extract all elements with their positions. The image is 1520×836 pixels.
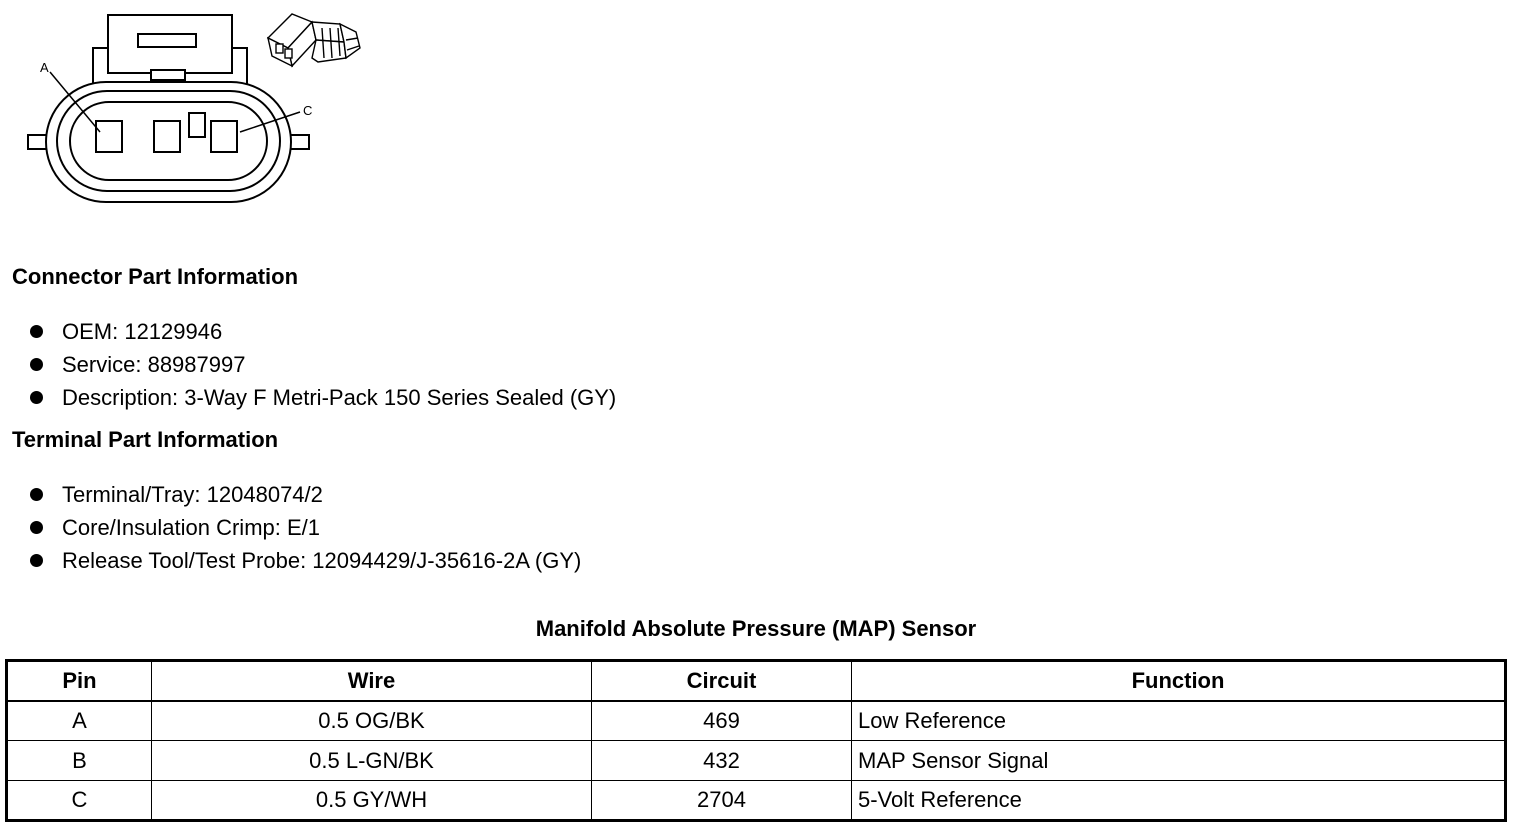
table-row — [7, 701, 1506, 741]
cell-pin: C — [7, 781, 152, 821]
header-function: Function — [852, 661, 1506, 701]
bullet-icon — [30, 391, 43, 404]
connector-part-heading: Connector Part Information — [12, 264, 299, 289]
header-circuit: Circuit — [592, 661, 852, 701]
header-pin: Pin — [7, 661, 152, 701]
cell-wire: 0.5 GY/WH — [152, 781, 592, 821]
pin-table-title: Manifold Absolute Pressure (MAP) Sensor — [535, 616, 977, 641]
list-item: Description: 3-Way F Metri-Pack 150 Series Sealed (GY) — [28, 381, 616, 414]
list-item: Release Tool/Test Probe: 12094429/J-35616-2A (GY) — [28, 544, 581, 577]
list-item: OEM: 12129946 — [28, 315, 616, 348]
list-item: Service: 88987997 — [28, 348, 616, 381]
bullet-icon — [30, 325, 43, 338]
pin-label-a: A — [40, 60, 49, 75]
cell-function: MAP Sensor Signal — [852, 741, 1506, 781]
bullet-icon — [30, 554, 43, 567]
bullet-icon — [30, 488, 43, 501]
list-item: Core/Insulation Crimp: E/1 — [28, 511, 581, 544]
table-header-row — [7, 661, 1506, 701]
pin-label-c: C — [303, 103, 313, 118]
cell-pin: A — [7, 701, 152, 741]
connector-latch-housing — [108, 15, 232, 73]
connector-diagram — [0, 0, 380, 215]
terminal-part-heading: Terminal Part Information — [12, 427, 279, 452]
table-row — [7, 781, 1506, 821]
header-wire: Wire — [152, 661, 592, 701]
bullet-icon — [30, 358, 43, 371]
cell-circuit: 469 — [592, 701, 852, 741]
pin-table — [5, 659, 1507, 822]
bullet-icon — [30, 521, 43, 534]
cell-pin: B — [7, 741, 152, 781]
cell-wire: 0.5 OG/BK — [152, 701, 592, 741]
cell-wire: 0.5 L-GN/BK — [152, 741, 592, 781]
terminal-part-list — [28, 478, 581, 577]
cell-circuit: 2704 — [592, 781, 852, 821]
cell-function: 5-Volt Reference — [852, 781, 1506, 821]
cell-function: Low Reference — [852, 701, 1506, 741]
cell-circuit: 432 — [592, 741, 852, 781]
table-row — [7, 741, 1506, 781]
connector-part-list — [28, 315, 616, 414]
connector-latch-window — [138, 34, 196, 47]
list-item: Terminal/Tray: 12048074/2 — [28, 478, 581, 511]
connector-3d-icon — [268, 14, 360, 66]
